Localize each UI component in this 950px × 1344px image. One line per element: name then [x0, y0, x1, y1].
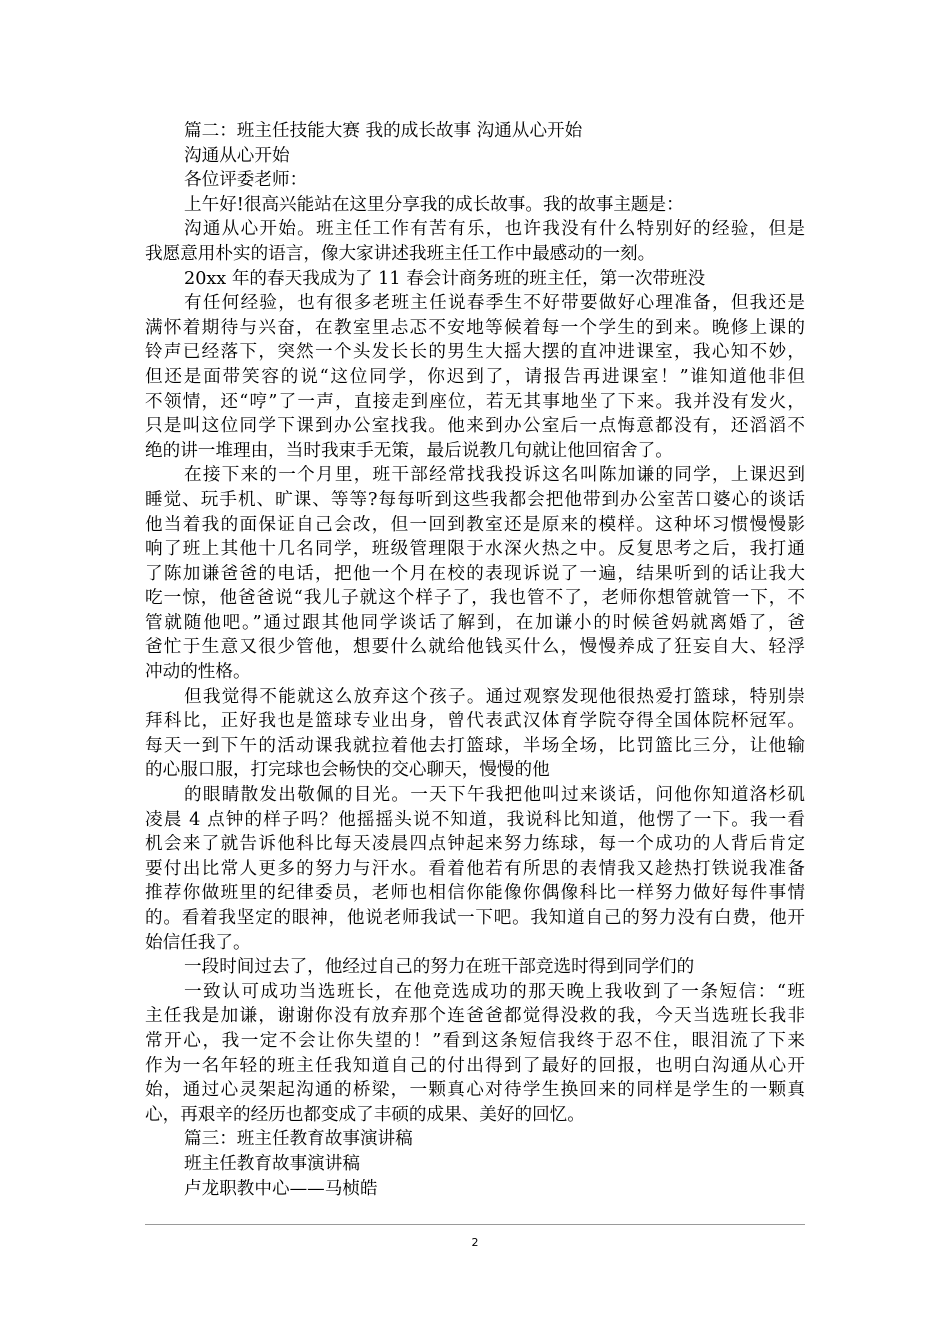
text-line: 20xx 年的春天我成为了 11 春会计商务班的班主任，第一次带班没 [184, 268, 706, 289]
text-line: 班主任教育故事演讲稿 [184, 1153, 360, 1174]
text-line: 主任我是加谦，谢谢你没有放弃那个连爸爸都觉得没救的我，今天当选班长我非 [145, 1006, 805, 1027]
text-line: 睡觉、玩手机、旷课、等等?每每听到这些我都会把他带到办公室苦口婆心的谈话 [145, 489, 805, 510]
text-line: 篇二：班主任技能大赛 我的成长故事 沟通从心开始 [184, 121, 583, 141]
text-line: 有任何经验，也有很多老班主任说春季生不好带要做好心理准备，但我还是 [184, 293, 805, 314]
text-line: 一段时间过去了，他经过自己的努力在班干部竞选时得到同学们的 [184, 957, 695, 978]
text-line: 的心服口服，打完球也会畅快的交心聊天，慢慢的他 [145, 760, 550, 781]
text-line: 满怀着期待与兴奋，在教室里忐忑不安地等候着每一个学生的到来。晚修上课的 [145, 317, 805, 338]
text-line: 各位评委老师： [184, 170, 308, 191]
text-line: 绝的讲一堆理由，当时我束手无策，最后说教几句就让他回宿舍了。 [145, 440, 673, 461]
text-line: 铃声已经落下，突然一个头发长长的男生大摇大摆的直冲进课室，我心知不妙， [145, 342, 805, 363]
text-line: 心，再艰辛的经历也都变成了丰硕的成果、美好的回忆。 [145, 1104, 585, 1125]
text-line: 每天一到下午的活动课我就拉着他去打篮球，半场全场，比罚篮比三分，让他输 [145, 735, 805, 756]
text-line: 一致认可成功当选班长，在他竞选成功的那天晚上我收到了一条短信：“班 [184, 981, 805, 1002]
text-line: 他当着我的面保证自己会改，但一回到教室还是原来的模样。这种坏习惯慢慢影 [145, 514, 805, 535]
text-line: 卢龙职教中心——马桢皓 [184, 1178, 378, 1199]
text-line: 吃一惊，他爸爸说“我儿子就这个样子了，我也管不了，老师你想管就管一下，不 [145, 588, 805, 609]
text-line: 不领情，还“哼”了一声，直接走到座位，若无其事地坐了下来。我并没有发火， [145, 391, 805, 412]
text-line: 始信任我了。 [145, 932, 251, 953]
text-line: 但还是面带笑容的说“这位同学，你迟到了，请报告再进课室！”谁知道他非但 [145, 366, 805, 387]
text-line: 作为一名年轻的班主任我知道自己的付出得到了最好的回报，也明白沟通从心开 [145, 1055, 805, 1076]
footer-divider [145, 1224, 805, 1225]
text-line: 管就随他吧。”通过跟其他同学谈话了解到，在加谦小的时候爸妈就离婚了，爸 [145, 612, 805, 633]
text-line: 只是叫这位同学下课到办公室找我。他来到办公室后一点悔意都没有，还滔滔不 [145, 416, 805, 437]
page-number: 2 [471, 1236, 479, 1249]
document-body [145, 119, 805, 1201]
text-line: 凌晨 4 点钟的样子吗？他摇摇头说不知道，我说科比知道，他愣了一下。我一看 [145, 809, 805, 830]
text-line: 要付出比常人更多的努力与汗水。看着他若有所思的表情我又趁热打铁说我准备 [145, 858, 805, 879]
text-line: 常开心，我一定不会让你失望的！”看到这条短信我终于忍不住，眼泪流了下来 [145, 1030, 805, 1051]
text-line: 沟通从心开始 [184, 145, 290, 166]
text-line: 上午好!很高兴能站在这里分享我的成长故事。我的故事主题是： [184, 194, 684, 215]
text-line: 沟通从心开始。班主任工作有苦有乐，也许我没有什么特别好的经验，但是 [184, 219, 805, 240]
text-line: 拜科比，正好我也是篮球专业出身，曾代表武汉体育学院夺得全国体院杯冠军。 [145, 711, 805, 732]
text-line: 了陈加谦爸爸的电话，把他一个月在校的表现诉说了一遍，结果听到的话让我大 [145, 563, 805, 584]
text-line: 始，通过心灵架起沟通的桥梁，一颗真心对待学生换回来的同样是学生的一颗真 [145, 1080, 805, 1101]
text-line: 的眼睛散发出敬佩的目光。一天下午我把他叫过来谈话，问他你知道洛杉矶 [184, 785, 805, 806]
text-line: 爸忙于生意又很少管他，想要什么就给他钱买什么，慢慢养成了狂妄自大、轻浮 [145, 637, 805, 658]
text-line: 推荐你做班里的纪律委员，老师也相信你能像你偶像科比一样努力做好每件事情 [145, 883, 805, 904]
text-line: 篇三：班主任教育故事演讲稿 [184, 1129, 413, 1150]
text-line: 机会来了就告诉他科比每天凌晨四点钟起来努力练球，每一个成功的人背后肯定 [145, 834, 805, 855]
text-line: 冲动的性格。 [145, 662, 251, 683]
text-line: 我愿意用朴实的语言，像大家讲述我班主任工作中最感动的一刻。 [145, 243, 656, 264]
text-line: 在接下来的一个月里，班干部经常找我投诉这名叫陈加谦的同学，上课迟到 [184, 465, 805, 486]
text-line: 的。看着我坚定的眼神，他说老师我试一下吧。我知道自己的努力没有白费，他开 [145, 908, 805, 928]
text-line: 响了班上其他十几名同学，班级管理限于水深火热之中。反复思考之后，我打通 [145, 539, 805, 560]
text-line: 但我觉得不能就这么放弃这个孩子。通过观察发现他很热爱打篮球，特别崇 [184, 686, 805, 707]
